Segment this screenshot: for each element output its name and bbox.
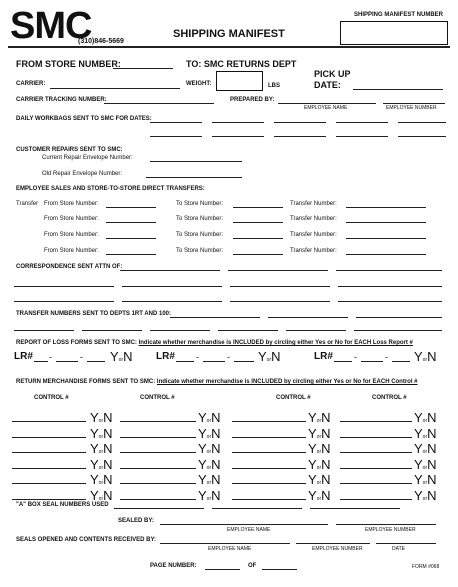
transfer-number-field-3[interactable] <box>346 238 426 239</box>
lr-field-2b[interactable] <box>203 361 225 362</box>
no-option[interactable]: N <box>271 349 281 364</box>
yes-no-choice[interactable] <box>414 489 437 506</box>
to-store-field-2[interactable] <box>233 222 283 223</box>
carrier-label: CARRIER: <box>16 81 46 87</box>
prepared-number-field[interactable] <box>383 103 445 104</box>
to-store-field-1[interactable] <box>233 207 283 208</box>
transfer-numbers-field[interactable] <box>268 317 348 318</box>
yes-option[interactable]: Y <box>198 410 207 425</box>
return-forms-prefix: RETURN MERCHANDISE FORMS SENT TO SMC: <box>16 379 156 385</box>
to-dept-label: TO: SMC RETURNS DEPT <box>186 59 297 69</box>
from-store-label-2: From Store Number: <box>44 216 99 222</box>
no-option[interactable]: N <box>427 425 437 441</box>
control-number-field[interactable] <box>232 452 306 453</box>
lr-dash: - <box>227 352 230 362</box>
control-number-field[interactable] <box>340 468 412 469</box>
or-label: or <box>422 357 428 363</box>
lr-dash: - <box>196 352 199 362</box>
to-store-label-1: To Store Number: <box>176 201 224 207</box>
no-option[interactable]: N <box>427 456 437 472</box>
control-header-4: CONTROL # <box>372 395 407 401</box>
or-label: or <box>316 449 322 455</box>
or-label: or <box>98 449 104 455</box>
lr-field-2a[interactable] <box>176 361 194 362</box>
yes-option[interactable]: Y <box>414 425 423 441</box>
control-number-field[interactable] <box>120 468 196 469</box>
or-label: or <box>206 418 212 424</box>
transfer-number-field-1[interactable] <box>346 207 426 208</box>
or-label: or <box>316 464 322 471</box>
page-of-label: OF <box>248 563 257 569</box>
or-label: or <box>422 449 428 455</box>
or-label: or <box>206 480 212 486</box>
control-number-field[interactable] <box>12 468 86 469</box>
or-label: or <box>422 495 428 502</box>
loss-title-instruction: Indicate whether merchandise is INCLUDED by circling either Yes or No for EACH Loss Report # <box>138 340 413 346</box>
workbags-field[interactable] <box>336 122 388 123</box>
to-store-field-3[interactable] <box>233 238 283 239</box>
from-store-label-1: From Store Number: <box>44 201 99 207</box>
yes-option[interactable]: Y <box>414 487 423 503</box>
from-store-label-3: From Store Number: <box>44 232 99 238</box>
lr-field-1b[interactable] <box>56 361 78 362</box>
correspondence-field[interactable] <box>14 286 114 287</box>
workbags-field[interactable] <box>150 122 202 123</box>
yes-option[interactable]: Y <box>414 472 423 487</box>
no-option[interactable]: N <box>103 441 113 456</box>
yes-no-choice[interactable] <box>258 350 281 367</box>
transfer-number-label-4: Transfer Number: <box>290 248 337 254</box>
or-label: or <box>206 464 212 471</box>
yes-option[interactable]: Y <box>198 441 207 456</box>
yes-option[interactable]: Y <box>90 456 99 472</box>
no-option[interactable]: N <box>103 456 113 472</box>
from-store-field-2[interactable] <box>106 222 156 223</box>
pickup-label: PICK UP <box>314 69 351 79</box>
no-option[interactable]: N <box>211 472 221 487</box>
control-header-1: CONTROL # <box>34 395 69 401</box>
sealed-by-label: SEALED BY: <box>118 518 154 524</box>
old-repair-field[interactable] <box>146 177 242 178</box>
repairs-title: CUSTOMER REPAIRS SENT TO SMC: <box>16 147 123 153</box>
or-label: or <box>316 433 322 440</box>
transfer-numbers-field[interactable] <box>82 330 142 331</box>
control-number-field[interactable] <box>120 437 196 438</box>
or-label: or <box>98 480 104 486</box>
transfer-numbers-field[interactable] <box>356 317 442 318</box>
lr-field-3a[interactable] <box>334 361 352 362</box>
correspondence-field[interactable] <box>228 270 328 271</box>
no-option[interactable]: N <box>427 441 437 456</box>
no-option[interactable]: N <box>211 425 221 441</box>
correspondence-field[interactable] <box>338 301 442 302</box>
from-store-field-4[interactable] <box>106 254 156 255</box>
correspondence-label: CORRESPONDENCE SENT ATTN OF: <box>16 264 123 270</box>
return-forms-title <box>16 379 418 385</box>
or-label: or <box>98 495 104 502</box>
weight-label: WEIGHT: <box>186 81 212 87</box>
control-number-field[interactable] <box>232 499 306 500</box>
transfer-number-field-4[interactable] <box>346 254 426 255</box>
correspondence-field[interactable] <box>122 286 222 287</box>
transfer-numbers-label: TRANSFER NUMBERS SENT TO DEPTS 1RT AND 100: <box>16 311 172 317</box>
a-box-seal-label: "A" BOX SEAL NUMBERS USED <box>16 502 109 508</box>
pickup-date-label: DATE: <box>314 80 341 90</box>
control-number-field[interactable] <box>12 452 86 453</box>
yes-no-choice[interactable] <box>198 489 221 506</box>
no-option[interactable]: N <box>211 487 221 503</box>
sealed-employee-number-caption: EMPLOYEE NUMBER <box>365 527 416 533</box>
return-forms-instruction: Indicate whether merchandise is INCLUDED by circling either Yes or No for EACH Control # <box>156 379 418 385</box>
yes-option[interactable]: Y <box>308 472 317 487</box>
transfer-numbers-field[interactable] <box>218 330 278 331</box>
loss-title-prefix: REPORT OF LOSS FORMS SENT TO SMC: <box>16 340 137 346</box>
no-option[interactable]: N <box>321 441 331 456</box>
yes-option[interactable]: Y <box>414 456 423 472</box>
yes-option[interactable]: Y <box>308 410 317 425</box>
correspondence-field[interactable] <box>230 301 330 302</box>
no-option[interactable]: N <box>321 425 331 441</box>
workbags-field[interactable] <box>398 122 446 123</box>
or-label: or <box>316 480 322 486</box>
transfer-numbers-field[interactable] <box>14 330 74 331</box>
prepared-employee-number-caption: EMPLOYEE NUMBER <box>386 105 437 111</box>
lbs-label: LBS <box>268 83 280 89</box>
or-label: or <box>422 418 428 424</box>
yes-option[interactable]: Y <box>110 349 119 364</box>
from-store-field-1[interactable] <box>106 207 156 208</box>
workbags-field[interactable] <box>212 136 264 137</box>
workbags-field[interactable] <box>274 122 326 123</box>
old-repair-label: Old Repair Envelope Number: <box>42 171 123 177</box>
control-number-field[interactable] <box>232 468 306 469</box>
seals-opened-label: SEALS OPENED AND CONTENTS RECEIVED BY: <box>16 537 157 543</box>
no-option[interactable]: N <box>103 410 113 425</box>
manifest-number-label: SHIPPING MANIFEST NUMBER <box>354 12 444 18</box>
or-label: or <box>316 495 322 502</box>
control-number-field[interactable] <box>232 421 306 422</box>
workbags-field[interactable] <box>212 122 264 123</box>
no-option[interactable]: N <box>427 349 437 364</box>
sealed-employee-name-caption: EMPLOYEE NAME <box>227 527 271 533</box>
control-header-2: CONTROL # <box>140 395 175 401</box>
correspondence-field[interactable] <box>122 301 222 302</box>
yes-option[interactable]: Y <box>198 487 207 503</box>
control-number-field[interactable] <box>340 452 412 453</box>
control-number-field[interactable] <box>340 483 412 484</box>
yes-option[interactable]: Y <box>414 349 423 364</box>
or-label: or <box>316 418 322 424</box>
no-option[interactable]: N <box>321 456 331 472</box>
transfer-numbers-field[interactable] <box>170 317 260 318</box>
smc-logo: SMC <box>10 5 92 47</box>
yes-option[interactable]: Y <box>308 487 317 503</box>
yes-option[interactable]: Y <box>414 410 423 425</box>
yes-no-choice[interactable] <box>414 350 437 367</box>
yes-no-choice[interactable] <box>110 350 133 367</box>
a-box-seal-field[interactable] <box>114 508 204 509</box>
lr-field-3c[interactable] <box>392 361 410 362</box>
from-store-label: FROM STORE NUMBER: <box>16 59 121 69</box>
workbags-field[interactable] <box>150 136 202 137</box>
correspondence-field[interactable] <box>120 270 220 271</box>
or-label: or <box>206 449 212 455</box>
control-number-field[interactable] <box>120 452 196 453</box>
no-option[interactable]: N <box>211 456 221 472</box>
control-number-field[interactable] <box>12 483 86 484</box>
control-number-field[interactable] <box>232 437 306 438</box>
or-label: or <box>422 464 428 471</box>
yes-option[interactable]: Y <box>308 456 317 472</box>
lr-field-1c[interactable] <box>87 361 105 362</box>
transfer-number-field-2[interactable] <box>346 222 426 223</box>
no-option[interactable]: N <box>427 487 437 503</box>
control-number-field[interactable] <box>12 421 86 422</box>
or-label: or <box>422 433 428 440</box>
lr-field-2c[interactable] <box>234 361 254 362</box>
lr-field-1a[interactable] <box>34 361 48 362</box>
no-option[interactable]: N <box>103 487 113 503</box>
or-label: or <box>266 357 272 363</box>
transfer-label: Transfer <box>16 201 39 207</box>
transfer-numbers-field[interactable] <box>354 330 442 331</box>
or-label: or <box>98 418 104 424</box>
no-option[interactable]: N <box>103 472 113 487</box>
a-box-seal-field[interactable] <box>310 508 400 509</box>
phone-number: (310)846-5669 <box>78 38 124 45</box>
from-store-field-3[interactable] <box>106 238 156 239</box>
correspondence-field[interactable] <box>336 270 442 271</box>
opened-employee-name-caption: EMPLOYEE NAME <box>208 546 252 552</box>
control-number-field[interactable] <box>340 437 412 438</box>
yes-option[interactable]: Y <box>258 349 267 364</box>
workbags-field[interactable] <box>336 136 388 137</box>
yes-option[interactable]: Y <box>308 425 317 441</box>
no-option[interactable]: N <box>427 410 437 425</box>
transfer-number-label-2: Transfer Number: <box>290 216 337 222</box>
page-number-field[interactable] <box>205 569 240 570</box>
yes-option[interactable]: Y <box>414 441 423 456</box>
control-number-field[interactable] <box>120 421 196 422</box>
opened-date-caption: DATE <box>392 546 405 552</box>
yes-option[interactable]: Y <box>198 456 207 472</box>
yes-option[interactable]: Y <box>198 425 207 441</box>
control-number-field[interactable] <box>232 483 306 484</box>
or-label: or <box>98 433 104 440</box>
to-store-label-4: To Store Number: <box>176 248 224 254</box>
no-option[interactable]: N <box>123 349 133 364</box>
opened-date-field[interactable] <box>376 543 436 544</box>
current-repair-field[interactable] <box>150 161 242 162</box>
from-store-field[interactable] <box>113 68 173 69</box>
control-number-field[interactable] <box>340 421 412 422</box>
form-number: FORM #068 <box>412 564 440 570</box>
header-rule <box>8 46 450 48</box>
control-number-field[interactable] <box>12 499 86 500</box>
yes-option[interactable]: Y <box>90 487 99 503</box>
manifest-number-box[interactable] <box>340 21 448 45</box>
or-label: or <box>118 357 124 363</box>
lr-label-1: LR# <box>14 351 33 362</box>
from-store-label-4: From Store Number: <box>44 248 99 254</box>
no-option[interactable]: N <box>321 487 331 503</box>
tracking-label: CARRIER TRACKING NUMBER: <box>16 97 107 103</box>
yes-option[interactable]: Y <box>90 410 99 425</box>
lr-dash: - <box>80 352 83 362</box>
a-box-seal-field[interactable] <box>212 508 302 509</box>
page-total-field[interactable] <box>262 569 297 570</box>
correspondence-field[interactable] <box>230 286 330 287</box>
lr-dash: - <box>385 352 388 362</box>
lr-dash: - <box>354 352 357 362</box>
control-number-field[interactable] <box>120 499 196 500</box>
yes-option[interactable]: Y <box>90 425 99 441</box>
pickup-date-field[interactable] <box>353 89 443 90</box>
opened-by-number-field[interactable] <box>296 543 370 544</box>
no-option[interactable]: N <box>321 410 331 425</box>
current-repair-label: Current Repair Envelope Number: <box>42 155 133 161</box>
sealed-by-number-field[interactable] <box>336 524 436 525</box>
no-option[interactable]: N <box>211 410 221 425</box>
lr-label-2: LR# <box>156 351 175 362</box>
control-number-field[interactable] <box>12 437 86 438</box>
loss-title <box>16 340 413 346</box>
transfer-number-label-3: Transfer Number: <box>290 232 337 238</box>
opened-by-name-field[interactable] <box>160 543 290 544</box>
control-header-3: CONTROL # <box>276 395 311 401</box>
no-option[interactable]: N <box>103 425 113 441</box>
page-number-label: PAGE NUMBER: <box>150 563 197 569</box>
page-title: SHIPPING MANIFEST <box>173 28 285 40</box>
transfer-number-label-1: Transfer Number: <box>290 201 337 207</box>
yes-option[interactable]: Y <box>90 441 99 456</box>
or-label: or <box>206 495 212 502</box>
or-label: or <box>206 433 212 440</box>
yes-no-choice[interactable] <box>308 489 331 506</box>
control-number-field[interactable] <box>340 499 412 500</box>
correspondence-field[interactable] <box>14 301 114 302</box>
no-option[interactable]: N <box>321 472 331 487</box>
workbags-field[interactable] <box>274 136 326 137</box>
transfer-numbers-field[interactable] <box>150 330 210 331</box>
to-store-field-4[interactable] <box>233 254 283 255</box>
to-store-label-3: To Store Number: <box>176 232 224 238</box>
transfer-numbers-field[interactable] <box>286 330 346 331</box>
tracking-field[interactable] <box>104 103 214 104</box>
employee-sales-title: EMPLOYEE SALES AND STORE-TO-STORE DIRECT TRANSFERS: <box>16 186 205 192</box>
carrier-field[interactable] <box>50 88 180 89</box>
lr-dash: - <box>49 352 52 362</box>
weight-box[interactable] <box>216 71 263 91</box>
prepared-by-label: PREPARED BY: <box>230 97 275 103</box>
lr-label-3: LR# <box>314 351 333 362</box>
opened-employee-number-caption: EMPLOYEE NUMBER <box>312 546 363 552</box>
or-label: or <box>98 464 104 471</box>
yes-option[interactable]: Y <box>90 472 99 487</box>
yes-option[interactable]: Y <box>198 472 207 487</box>
correspondence-field[interactable] <box>338 286 442 287</box>
workbags-label: DAILY WORKBAGS SENT TO SMC FOR DATES: <box>16 116 152 122</box>
sealed-by-name-field[interactable] <box>160 524 328 525</box>
or-label: or <box>422 480 428 486</box>
no-option[interactable]: N <box>427 472 437 487</box>
lr-field-3b[interactable] <box>361 361 383 362</box>
control-number-field[interactable] <box>120 483 196 484</box>
prepared-employee-name-caption: EMPLOYEE NAME <box>304 105 348 111</box>
to-store-label-2: To Store Number: <box>176 216 224 222</box>
yes-option[interactable]: Y <box>308 441 317 456</box>
prepared-name-field[interactable] <box>278 103 376 104</box>
workbags-field[interactable] <box>398 136 446 137</box>
no-option[interactable]: N <box>211 441 221 456</box>
